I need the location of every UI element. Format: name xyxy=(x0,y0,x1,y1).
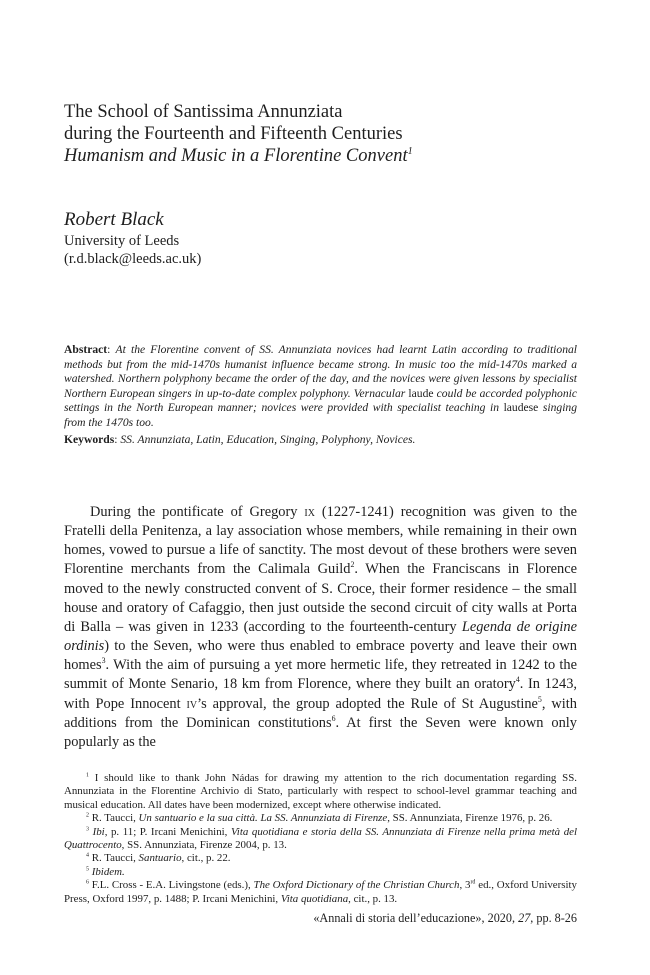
footnote-ref-3[interactable]: 3 xyxy=(101,656,106,666)
footnote-3-text-a: , p. 11; P. Ircani Menichini, xyxy=(104,825,231,838)
author-block xyxy=(64,208,584,268)
footnote-6-text-d: , cit., p. 13. xyxy=(348,892,398,905)
citation-pages: , pp. 8-26 xyxy=(530,911,577,925)
abstract-term-laude: laude xyxy=(408,386,434,400)
journal-citation xyxy=(313,911,577,926)
footnote-4-number: 4 xyxy=(86,852,89,859)
footnote-5-number: 5 xyxy=(86,866,89,873)
footnote-3-title: Vita quotidiana e storia della SS. Annunziata di Firenze nella prima metà del Quattrocento xyxy=(64,825,577,852)
article-subtitle xyxy=(64,145,584,167)
article-subtitle-text: Humanism and Music in a Florentine Convent xyxy=(64,146,408,166)
footnote-ref-4[interactable]: 4 xyxy=(515,675,520,685)
footnote-ref-1[interactable]: 1 xyxy=(407,145,413,157)
footnote-4-title: Santuario xyxy=(138,852,182,865)
body-text-6: . In 1243, with Pope Innocent xyxy=(64,676,577,712)
footnote-2-text-b: , SS. Annunziata, Firenze 1976, p. 26. xyxy=(387,812,553,825)
abstract-separator: : xyxy=(107,343,116,356)
body-text-2: (1227-1241) recognition was given to the Fratelli della Penitenza, a lay association whose members, while remaining in their own homes, vowed to pursue a life of sanctity. The most devout of these brothers were seven Florentine merchants from the Calimala Guild xyxy=(64,504,577,578)
footnote-4-text-b: , cit., p. 22. xyxy=(181,852,231,865)
body-text-8: , with additions from the Dominican constitutions xyxy=(64,695,577,731)
pope-numeral-iv: iv xyxy=(186,695,198,712)
footnote-6 xyxy=(64,879,577,906)
article-title-line-2: during the Fourteenth and Fifteenth Centuries xyxy=(64,124,403,144)
keywords-label: Keywords xyxy=(64,433,115,446)
author-affiliation: University of Leeds xyxy=(64,233,180,249)
body-text-4: ) to the Seven, who were thus enabled to embrace poverty and leave their own homes xyxy=(64,638,577,674)
footnote-3-number: 3 xyxy=(86,826,89,832)
footnote-1 xyxy=(64,772,577,812)
article-title-line-1: The School of Santissima Annunziata xyxy=(64,102,343,122)
body-text-7: ’s approval, the group adopted the Rule of St Augustine xyxy=(197,695,538,712)
footnote-3 xyxy=(64,826,577,853)
footnote-6-text-a: F.L. Cross - E.A. Livingstone (eds.), xyxy=(89,879,254,892)
body-paragraph xyxy=(64,503,577,752)
footnote-4 xyxy=(64,852,577,865)
footnote-6-ordinal: rd xyxy=(470,879,476,886)
abstract-text-part-2: could be accorded polyphonic settings in the North European manner; novices were provided with specialist teaching in xyxy=(64,386,577,414)
abstract-block xyxy=(64,343,577,448)
citation-journal: «Annali di storia dell’educazione», 2020, xyxy=(313,911,519,925)
footnote-2 xyxy=(64,812,577,825)
author-name: Robert Black xyxy=(64,209,164,230)
footnote-ref-6[interactable]: 6 xyxy=(331,713,336,723)
footnote-6-text-c: ed., Oxford University Press, Oxford 1997, p. 1488; P. Ircani Menichini, xyxy=(64,879,577,905)
footnote-6-text-b: , 3 xyxy=(459,879,471,892)
footnote-3-text-b: , SS. Annunziata, Firenze 2004, p. 13. xyxy=(121,839,287,852)
footnote-6-title-2: Vita quotidiana xyxy=(280,892,349,905)
footnote-5 xyxy=(64,866,577,879)
body-title-legenda: Legenda de origine ordinis xyxy=(64,618,577,655)
footnote-2-number: 2 xyxy=(86,812,89,819)
keywords-separator: : xyxy=(114,433,121,446)
abstract-text xyxy=(64,343,577,429)
footnotes-block xyxy=(64,772,577,906)
author-email: (r.d.black@leeds.ac.uk) xyxy=(64,251,202,267)
footnote-3-ibi: Ibi xyxy=(92,825,105,838)
abstract-label: Abstract xyxy=(64,343,108,356)
footnote-4-text-a: R. Taucci, xyxy=(89,852,139,865)
footnote-6-number: 6 xyxy=(86,879,89,886)
footnote-ref-5[interactable]: 5 xyxy=(537,694,542,704)
abstract-text-part-1: At the Florentine convent of SS. Annunziata novices had learnt Latin according to traditional methods but from the mid-1470s humanist influence became strong. In music too the mid-1470s marked a watershed. Northern polyphony became the order of the day, and the novices were given lessons by specialist Northern European singers in up-to-date complex polyphony. Vernacular xyxy=(64,343,578,400)
pope-numeral-ix: ix xyxy=(304,504,315,520)
keywords-text: SS. Annunziata, Latin, Education, Singing, Polyphony, Novices. xyxy=(120,433,416,446)
footnote-2-title: Un santuario e la sua città. La SS. Annunziata di Firenze xyxy=(138,812,388,825)
footnote-ref-2[interactable]: 2 xyxy=(350,560,355,570)
body-text-5: . With the aim of pursuing a yet more hermetic life, they retreated in 1242 to the summit of Monte Senario, 18 km from Florence, where they built an oratory xyxy=(64,657,577,693)
abstract-paragraph xyxy=(64,343,577,430)
footnote-1-number: 1 xyxy=(86,772,89,779)
footnote-6-title-1: The Oxford Dictionary of the Christian Church xyxy=(253,879,460,892)
footnote-1-text: I should like to thank John Nádas for drawing my attention to the rich documentation regarding SS. Annunziata in the Florentine Archivio di Stato, particularly with respect to school-level grammar teaching and musical education. All dates have been modernized, except where otherwise indicated. xyxy=(64,772,577,811)
footnote-5-ibidem: Ibidem. xyxy=(91,865,125,878)
body-text-1: During the pontificate of Gregory xyxy=(90,504,305,520)
abstract-text-part-3: singing from the 1470s too. xyxy=(64,401,578,429)
citation-volume: 27 xyxy=(518,911,531,925)
footnote-2-text-a: R. Taucci, xyxy=(89,812,139,825)
keywords-line xyxy=(64,433,577,448)
article-title-block xyxy=(64,101,584,167)
body-text-3: . When the Franciscans in Florence moved to the newly constructed convent of S. Croce, their former residence – the small house and oratory of Cafaggio, then just outside the second circuit of city walls at Porta di Balla – was given in 1233 (according to the fourteenth-century xyxy=(64,561,577,635)
abstract-term-laudese: laudese xyxy=(503,401,539,414)
body-text-9: . At first the Seven were known only popularly as the xyxy=(64,714,577,750)
